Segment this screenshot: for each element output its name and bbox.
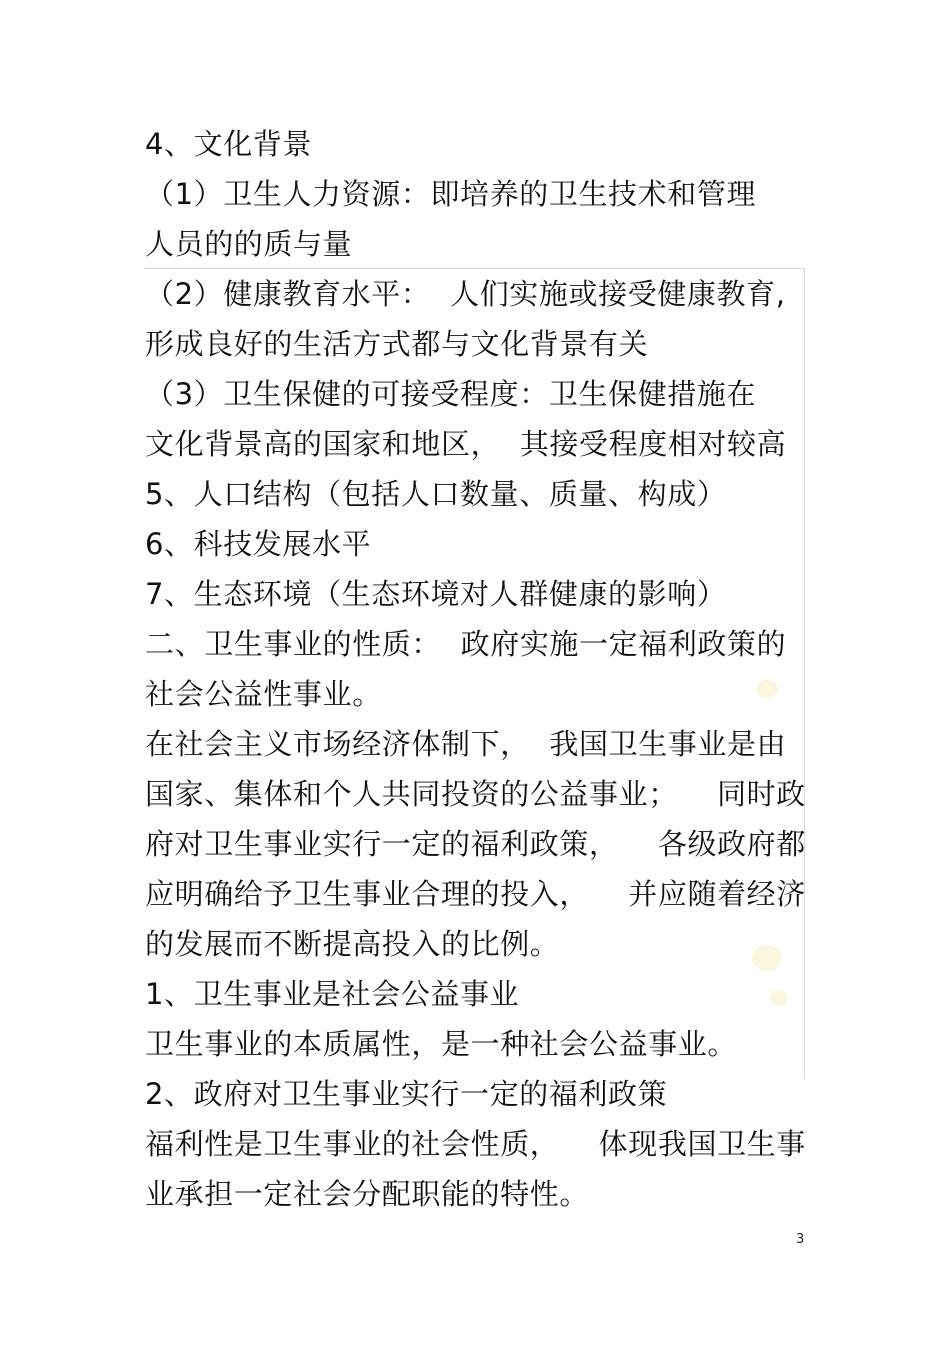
text-line: 国家、集体和个人共同投资的公益事业； 同时政 xyxy=(145,777,806,811)
watermark-blot xyxy=(756,680,778,698)
page-number: 3 xyxy=(796,1232,805,1247)
text-line: 7、生态环境（生态环境对人群健康的影响） xyxy=(145,577,727,611)
text-line: 形成良好的生活方式都与文化背景有关 xyxy=(145,327,649,361)
text-line: 在社会主义市场经济体制下， 我国卫生事业是由 xyxy=(145,727,787,761)
text-line: 1、卫生事业是社会公益事业 xyxy=(145,977,520,1011)
text-line: 社会公益性事业。 xyxy=(145,677,382,711)
text-line: 卫生事业的本质属性，是一种社会公益事业。 xyxy=(145,1027,738,1061)
text-line: （2）健康教育水平： 人们实施或接受健康教育, xyxy=(145,277,786,311)
text-line: 业承担一定社会分配职能的特性。 xyxy=(145,1177,590,1211)
text-line: 人员的的质与量 xyxy=(145,227,353,261)
text-line: 的发展而不断提高投入的比例。 xyxy=(145,927,560,961)
watermark-blot xyxy=(770,990,788,1006)
text-line: 2、政府对卫生事业实行一定的福利政策 xyxy=(145,1077,668,1111)
text-line: 应明确给予卫生事业合理的投入， 并应随着经济 xyxy=(145,877,806,911)
text-line: （1）卫生人力资源：即培养的卫生技术和管理 xyxy=(145,177,757,211)
text-line: 文化背景高的国家和地区， 其接受程度相对较高 xyxy=(145,427,787,461)
text-line: 4、文化背景 xyxy=(145,127,313,161)
text-line: 二、卫生事业的性质： 政府实施一定福利政策的 xyxy=(145,627,787,661)
text-line: 5、人口结构（包括人口数量、质量、构成） xyxy=(145,477,727,511)
text-line: 6、科技发展水平 xyxy=(145,527,372,561)
watermark-blot xyxy=(752,945,782,971)
text-line: 福利性是卫生事业的社会性质， 体现我国卫生事 xyxy=(145,1127,806,1161)
text-line: （3）卫生保健的可接受程度：卫生保健措施在 xyxy=(145,377,757,411)
text-line: 府对卫生事业实行一定的福利政策， 各级政府都 xyxy=(145,827,806,861)
